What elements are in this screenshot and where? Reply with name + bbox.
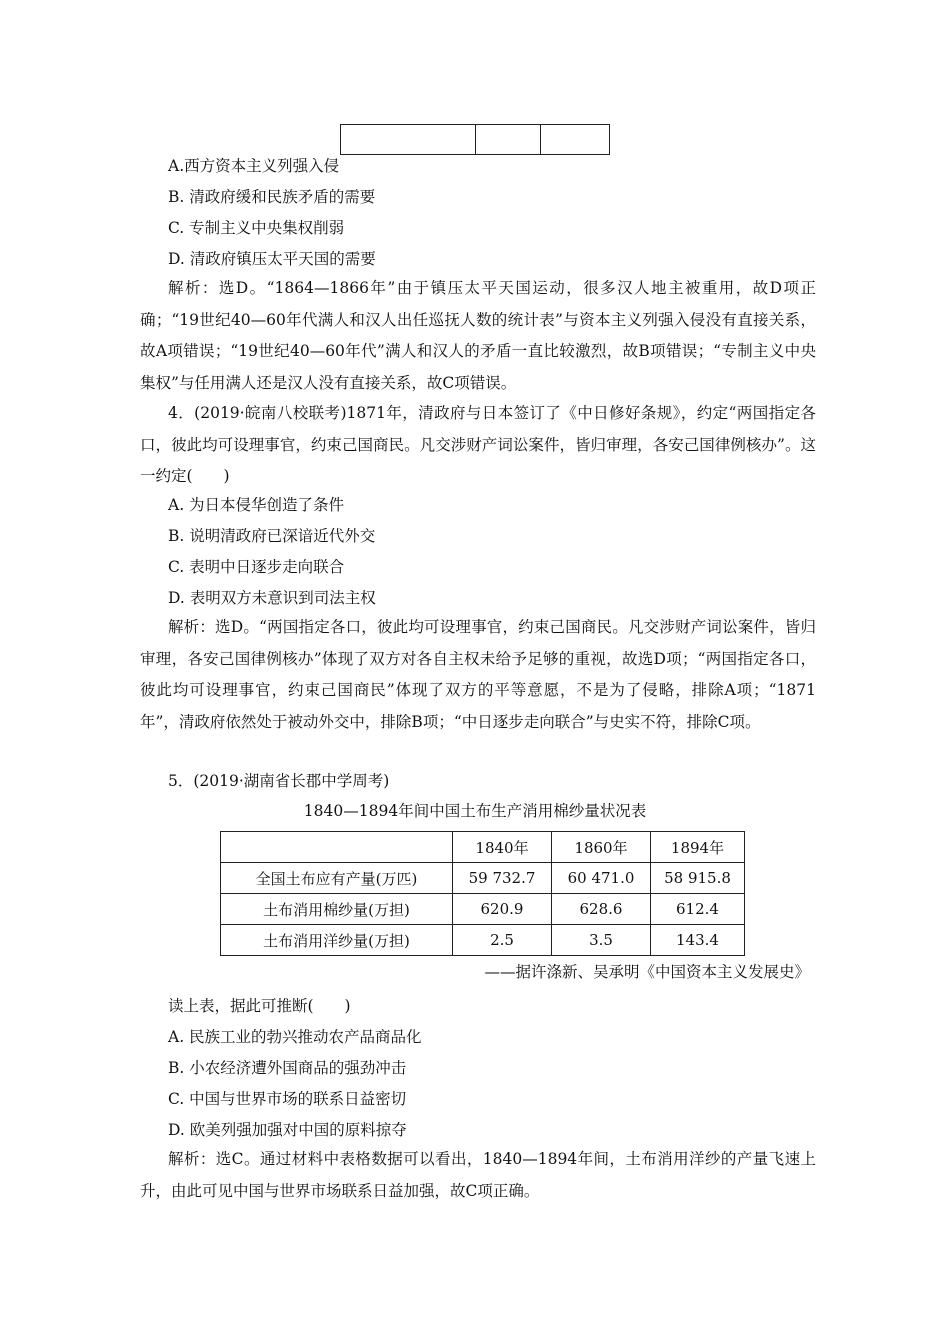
q3-analysis: 解析：选D。“1864—1866年”由于镇压太平天国运动，很多汉人地主被重用，故D项正确；“19世纪40—60年代满人和汉人出任巡抚人数的统计表”与资本主义列强入侵没有直接关系，故A项错误；“19世纪40—60年代”满人和汉人的矛盾一直比较激烈，故B项错误；“专制主义中央集权”与任用满人还是汉人没有直接关系，故C项错误。 xyxy=(140,279,816,392)
table-header-cell: 1840年 xyxy=(453,832,552,863)
table-row xyxy=(221,925,745,956)
q5-prompt: 读上表，据此可推断( ) xyxy=(168,997,351,1015)
table-cell xyxy=(541,125,610,155)
table-header-cell: 1860年 xyxy=(552,832,651,863)
q3-option-b: B. 清政府缓和民族矛盾的需要 xyxy=(168,188,376,206)
table-cell: 143.4 xyxy=(651,925,745,956)
table-header-row xyxy=(221,832,745,863)
table-row xyxy=(221,863,745,894)
q5-option-c: C. 中国与世界市场的联系日益密切 xyxy=(168,1090,407,1108)
table-row-label: 土布消用棉纱量(万担) xyxy=(221,894,453,925)
table-header-cell xyxy=(221,832,453,863)
q3-option-c: C. 专制主义中央集权削弱 xyxy=(168,219,345,237)
table-cell: 620.9 xyxy=(453,894,552,925)
table-cell: 628.6 xyxy=(552,894,651,925)
q4-stem: 4．(2019·皖南八校联考)1871年，清政府与日本签订了《中日修好条规》，约定“两国指定各口，彼此均可设理事官，约束己国商民。凡交涉财产词讼案件，皆归审理，各安己国律例核办”。这一约定( ) xyxy=(140,404,816,485)
table-row-label: 土布消用洋纱量(万担) xyxy=(221,925,453,956)
cotton-yarn-table xyxy=(220,831,745,956)
table-row xyxy=(221,894,745,925)
table-row xyxy=(341,125,610,155)
q4-option-b: B. 说明清政府已深谙近代外交 xyxy=(168,527,376,545)
q4-analysis: 解析：选D。“两国指定各口，彼此均可设理事官，约束己国商民。凡交涉财产词讼案件，皆归审理，各安己国律例核办”体现了双方对各自主权未给予足够的重视，故选D项；“两国指定各口，彼此均可设理事官，约束己国商民”体现了双方的平等意愿，不是为了侵略，排除A项；“1871年”，清政府依然处于被动外交中，排除B项；“中日逐步走向联合”与史实不符，排除C项。 xyxy=(140,618,816,731)
table-cell: 58 915.8 xyxy=(651,863,745,894)
q5-stem: 5．(2019·湖南省长郡中学周考) xyxy=(168,772,390,790)
q4-option-a: A. 为日本侵华创造了条件 xyxy=(168,496,345,514)
table-row-label: 全国土布应有产量(万匹) xyxy=(221,863,453,894)
table-cell xyxy=(476,125,541,155)
q5-option-d: D. 欧美列强加强对中国的原料掠夺 xyxy=(168,1121,407,1139)
table-cell: 612.4 xyxy=(651,894,745,925)
q5-option-a: A. 民族工业的勃兴推动农产品商品化 xyxy=(168,1028,422,1046)
q3-option-a: A.西方资本主义列强入侵 xyxy=(168,157,340,175)
table-cell: 59 732.7 xyxy=(453,863,552,894)
q4-option-c: C. 表明中日逐步走向联合 xyxy=(168,558,345,576)
q5-option-b: B. 小农经济遭外国商品的强劲冲击 xyxy=(168,1059,407,1077)
q3-option-d: D. 清政府镇压太平天国的需要 xyxy=(168,250,376,268)
table-cell: 2.5 xyxy=(453,925,552,956)
table-source: ——据许涤新、吴承明《中国资本主义发展史》 xyxy=(484,963,810,981)
partial-table-bottom xyxy=(340,124,610,155)
q4-option-d: D. 表明双方未意识到司法主权 xyxy=(168,589,376,607)
table-cell xyxy=(341,125,476,155)
table-cell: 3.5 xyxy=(552,925,651,956)
table-caption: 1840—1894年间中国土布生产消用棉纱量状况表 xyxy=(303,802,647,820)
table-header-cell: 1894年 xyxy=(651,832,745,863)
q5-analysis: 解析：选C。通过材料中表格数据可以看出，1840—1894年间，土布消用洋纱的产量飞速上升，由此可见中国与世界市场联系日益加强，故C项正确。 xyxy=(140,1150,816,1200)
table-cell: 60 471.0 xyxy=(552,863,651,894)
